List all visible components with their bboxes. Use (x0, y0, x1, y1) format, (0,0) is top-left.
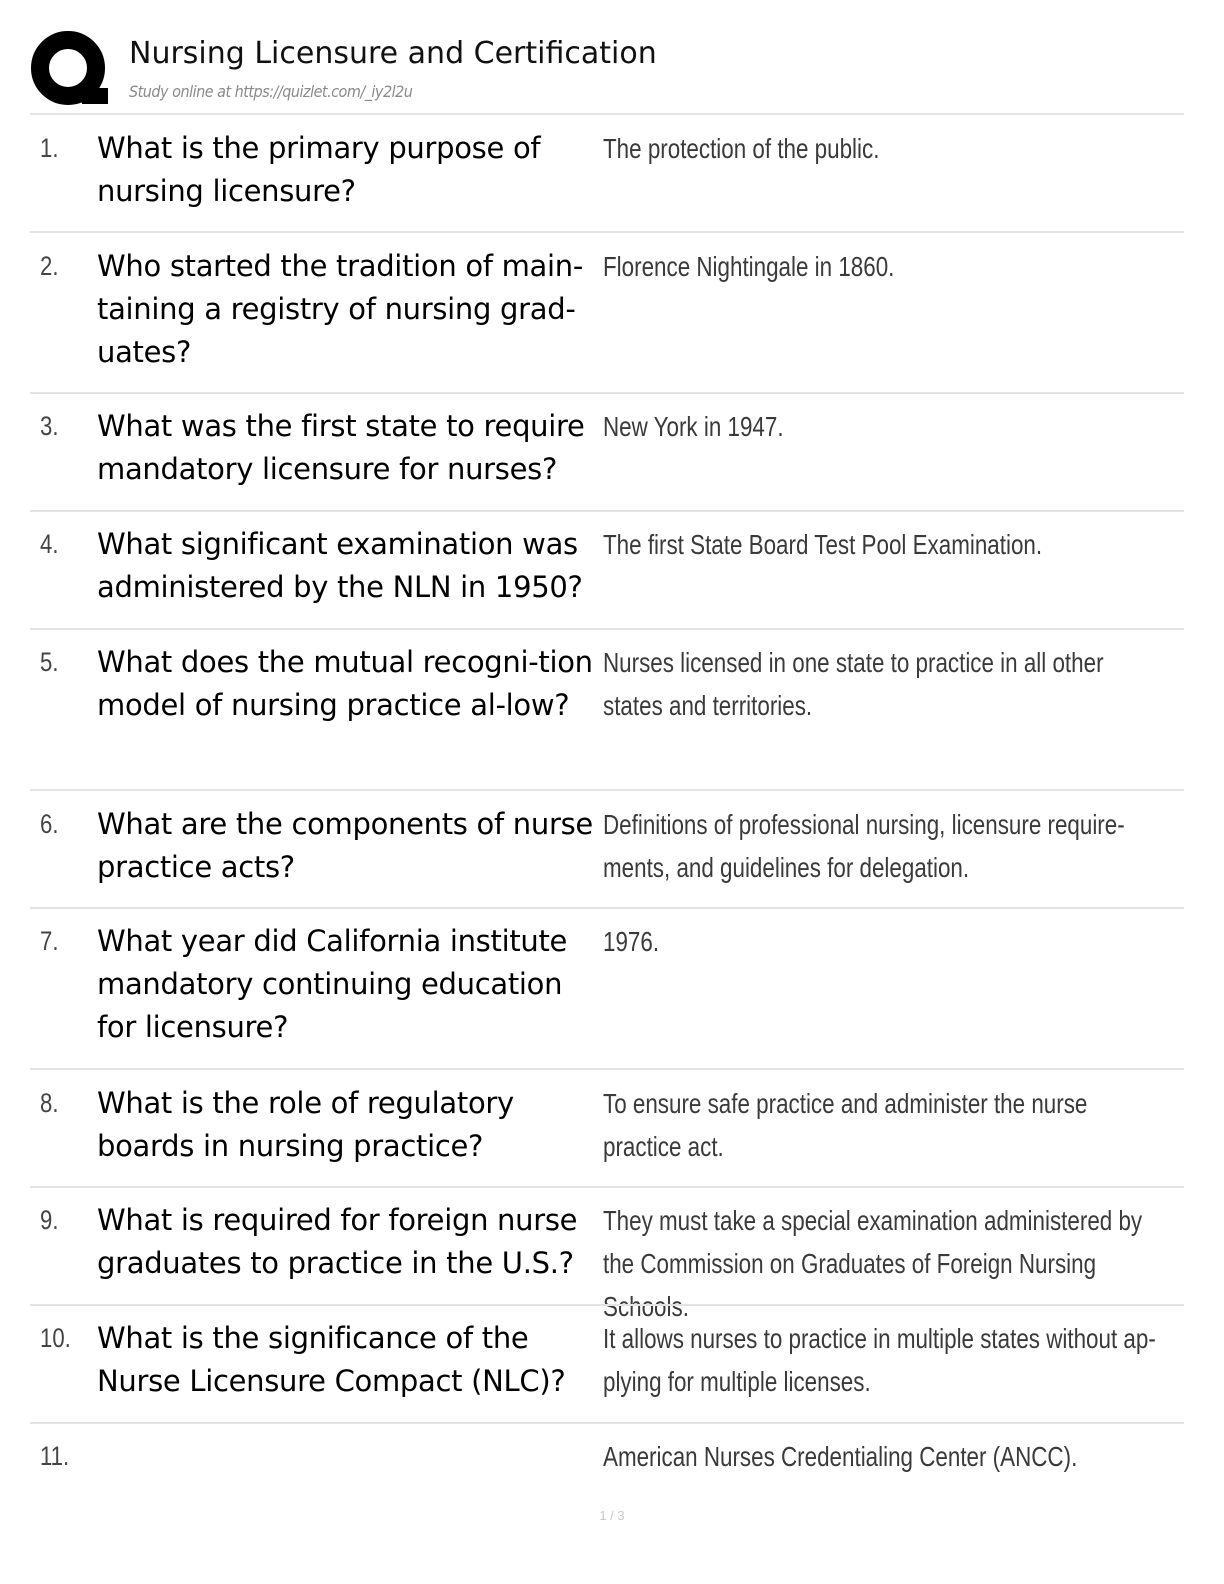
card-term: What year did California institute mandatory continuing education for licensure? (97, 924, 568, 1044)
card-definition: 1976. (603, 926, 660, 957)
page-title: Nursing Licensure and Certification (129, 36, 657, 71)
card-term: What was the first state to require mandatory licensure for nurses? (97, 409, 585, 486)
card-number: 7. (40, 926, 59, 956)
card-term: What significant examination was administered by the NLN in 1950? (97, 527, 583, 604)
divider (30, 231, 1184, 233)
card-definition: To ensure safe practice and administer the nurse practice act. (603, 1088, 1088, 1162)
card-number: 4. (40, 529, 59, 559)
divider (30, 1186, 1184, 1188)
card-term: What is the primary purpose of nursing licensure? (97, 131, 541, 208)
card-number: 3. (40, 411, 59, 441)
card-number: 6. (40, 809, 59, 839)
page-number: 1 / 3 (599, 1508, 625, 1523)
card-term: What is the significance of the Nurse Licensure Compact (NLC)? (97, 1321, 566, 1398)
card-number: 1. (40, 133, 59, 163)
divider (30, 392, 1184, 394)
card-number: 5. (40, 647, 59, 677)
card-definition: Nurses licensed in one state to practice in all other states and territories. (603, 647, 1104, 721)
divider (30, 789, 1184, 791)
card-number: 2. (40, 251, 59, 281)
page-header (30, 30, 1184, 114)
card-term: Who started the tradition of main-taining a registry of nursing grad-uates? (97, 249, 584, 369)
card-number: 10. (40, 1323, 71, 1353)
divider (30, 510, 1184, 512)
card-term: What is required for foreign nurse graduates to practice in the U.S.? (97, 1203, 578, 1280)
divider (30, 1304, 1184, 1306)
card-term: What does the mutual recogni-tion model of nursing practice al-low? (97, 645, 593, 722)
card-definition: American Nurses Credentialing Center (ANCC). (603, 1441, 1078, 1472)
card-definition: The protection of the public. (603, 133, 880, 164)
card-number: 11. (40, 1441, 70, 1471)
divider (30, 907, 1184, 909)
divider (30, 628, 1184, 630)
divider (30, 113, 1184, 115)
study-link[interactable]: Study online at https://quizlet.com/_iy2l2u (129, 82, 413, 101)
card-term: What are the components of nurse practice acts? (97, 807, 593, 884)
card-number: 8. (40, 1088, 59, 1118)
divider (30, 1068, 1184, 1070)
card-definition: Definitions of professional nursing, licensure require-ments, and guidelines for delegation. (603, 809, 1125, 883)
card-definition: The first State Board Test Pool Examination. (603, 529, 1043, 560)
card-definition: It allows nurses to practice in multiple states without ap-plying for multiple licenses. (603, 1323, 1156, 1397)
card-definition: New York in 1947. (603, 411, 784, 442)
card-definition: Florence Nightingale in 1860. (603, 251, 895, 282)
divider (30, 1422, 1184, 1424)
card-number: 9. (40, 1205, 59, 1235)
card-term: What is the role of regulatory boards in nursing practice? (97, 1086, 514, 1163)
quizlet-q-icon (30, 30, 108, 108)
card-definition: They must take a special examination administered by the Commission on Graduates of Foreign Nursing Schools. (603, 1205, 1143, 1322)
